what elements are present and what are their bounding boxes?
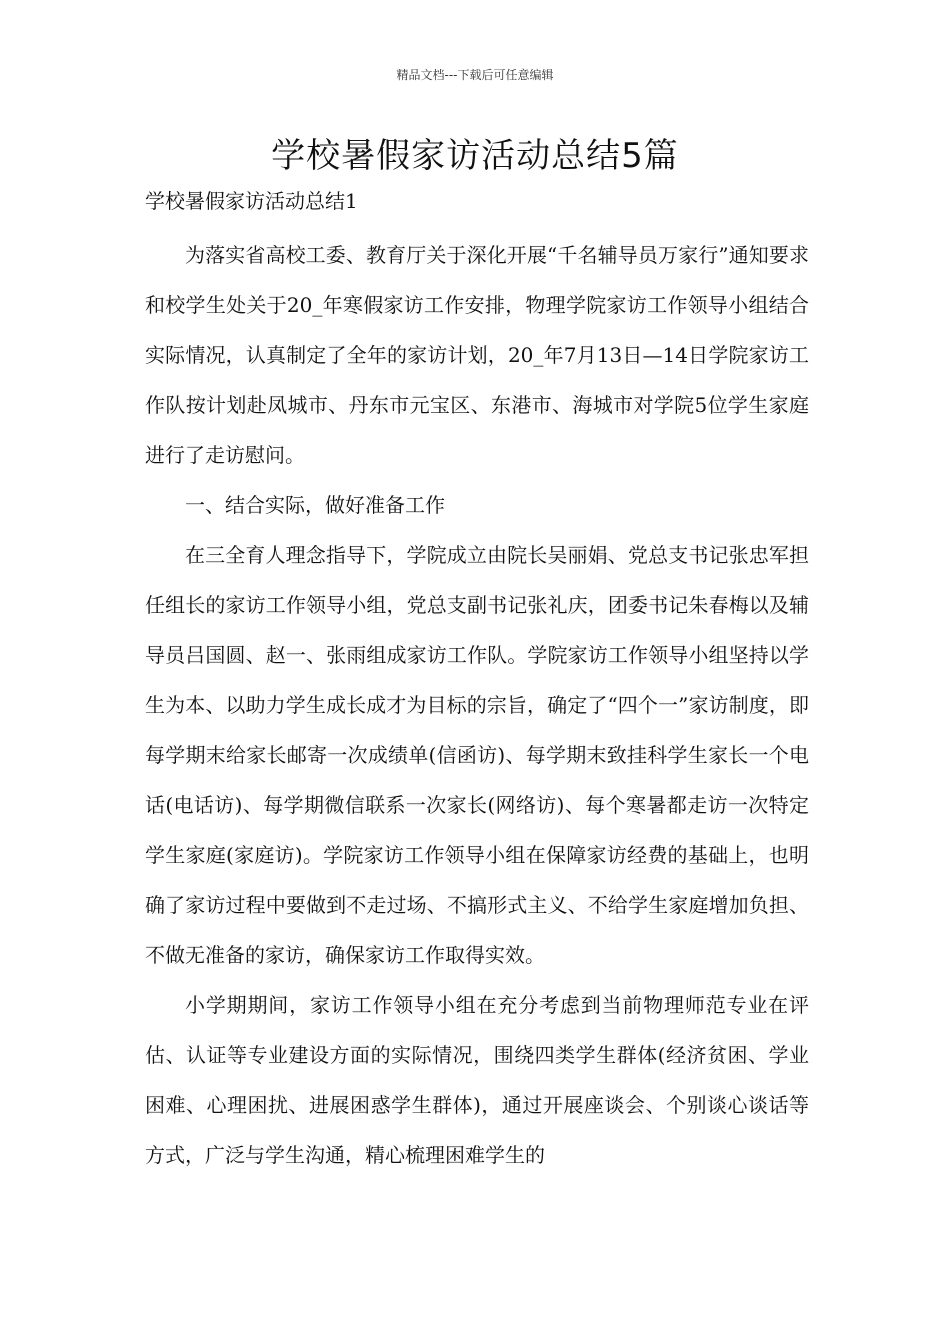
paragraph-summer-term: 小学期期间，家访工作领导小组在充分考虑到当前物理师范专业在评估、认证等专业建设方面的实际情况，围绕四类学生群体(经济贫困、学业困难、心理困扰、进展困惑学生群体)，通过开展座谈会、个别谈心谈话等方式，广泛与学生沟通，精心梳理困难学生的 (145, 993, 809, 1167)
section-subheading: 学校暑假家访活动总结1 (145, 189, 358, 213)
paragraph-heading-one: 一、结合实际，做好准备工作 (185, 493, 445, 517)
document-title: 学校暑假家访活动总结5篇 (271, 136, 679, 176)
paragraph-intro: 为落实省高校工委、教育厅关于深化开展“千名辅导员万家行”通知要求和校学生处关于20_年寒假家访工作安排，物理学院家访工作领导小组结合实际情况，认真制定了全年的家访计划，20_年7月13日—14日学院家访工作队按计划赴凤城市、丹东市元宝区、东港市、海城市对学院5位学生家庭进行了走访慰问。 (145, 243, 809, 467)
document-body (145, 184, 809, 1180)
paragraph-team: 在三全育人理念指导下，学院成立由院长吴丽娟、党总支书记张忠军担任组长的家访工作领导小组，党总支副书记张礼庆，团委书记朱春梅以及辅导员吕国圆、赵一、张雨组成家访工作队。学院家访工作领导小组坚持以学生为本、以助力学生成长成才为目标的宗旨，确定了“四个一”家访制度，即每学期末给家长邮寄一次成绩单(信函访)、每学期末致挂科学生家长一个电话(电话访)、每学期微信联系一次家长(网络访)、每个寒暑都走访一次特定学生家庭(家庭访)。学院家访工作领导小组在保障家访经费的基础上，也明确了家访过程中要做到不走过场、不搞形式主义、不给学生家庭增加负担、不做无准备的家访，确保家访工作取得实效。 (145, 543, 809, 967)
header-note: 精品文档---下载后可任意编辑 (396, 68, 554, 82)
